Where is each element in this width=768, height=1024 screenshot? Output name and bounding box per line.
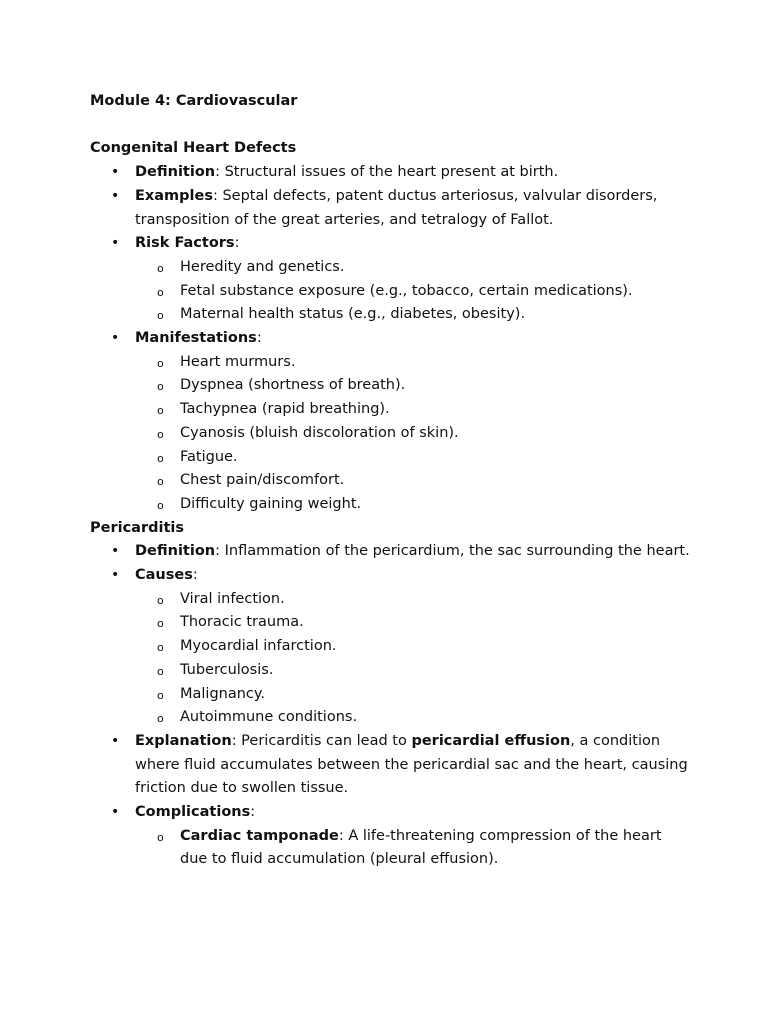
sub-list-item [90,256,690,280]
manifestations-item [90,327,690,351]
sub-item-text: Maternal health status (e.g., diabetes, obesity). [180,306,526,323]
sub-list-item [90,706,690,730]
sub-bullet-icon: o [157,593,164,607]
causes-item [90,564,690,588]
sub-item-text: Myocardial infarction. [180,638,337,655]
explanation-item [90,730,690,801]
sub-item-text: Thoracic trauma. [180,614,304,631]
sub-list-item [90,446,690,470]
item-suffix: : [234,235,240,252]
item-label: Manifestations [135,330,257,347]
bullet-icon: • [111,804,120,821]
section-congenital-heart-defects [90,137,690,516]
sub-item-text: Malignancy. [180,685,266,702]
item-text-after: , a condition where fluid accumulates between the pericardial sac and the heart, causing friction due to swollen tissue. [135,732,688,797]
sub-list-item [90,493,690,517]
bullet-icon: • [111,732,120,749]
sub-bullet-icon: o [157,285,164,299]
bullet-icon: • [111,543,120,560]
sub-item-text: Heredity and genetics. [180,258,345,275]
item-text: : Septal defects, patent ductus arteriosus, valvular disorders, transposition of the great arteries, and tetralogy of Fallot. [135,187,658,228]
sub-bullet-icon: o [157,688,164,702]
item-label: Explanation [135,732,232,749]
sub-item-text: : A life-threatening compression of the heart due to fluid accumulation (pleural effusion). [180,827,662,868]
sub-bullet-icon: o [157,475,164,489]
item-label: Definition [135,543,216,560]
sub-item-text: Viral infection. [180,590,285,607]
item-label: Definition [135,164,216,181]
bullet-icon: • [111,330,120,347]
sub-item-label: Cardiac tamponade [180,827,339,844]
sub-bullet-icon: o [157,356,164,370]
bold-term: pericardial effusion [411,732,571,749]
sub-item-text: Dyspnea (shortness of breath). [180,377,406,394]
sub-item-text: Difficulty gaining weight. [180,495,362,512]
sub-list-item [90,469,690,493]
sub-list-item [90,351,690,375]
definition-item [90,540,690,564]
item-label: Risk Factors [135,235,235,252]
sub-list-item [90,422,690,446]
section-pericarditis [90,517,690,873]
sub-item-text: Tachypnea (rapid breathing). [180,401,390,418]
sub-bullet-icon: o [157,380,164,394]
sub-list-item [90,611,690,635]
sub-bullet-icon: o [157,451,164,465]
sub-list-item [90,683,690,707]
sub-bullet-icon: o [157,617,164,631]
risk-factors-item [90,232,690,256]
sub-list-item [90,659,690,683]
sub-bullet-icon: o [157,261,164,275]
sub-bullet-icon: o [157,309,164,323]
sub-bullet-icon: o [157,641,164,655]
sub-list-item [90,588,690,612]
sub-bullet-icon: o [157,404,164,418]
sub-list-item [90,374,690,398]
sub-item-text: Cyanosis (bluish discoloration of skin). [180,424,459,441]
sub-list-item [90,825,690,872]
sub-bullet-icon: o [157,498,164,512]
item-text-before: : Pericarditis can lead to [231,732,412,749]
bullet-icon: • [111,164,120,181]
complications-item [90,801,690,825]
item-text: : Inflammation of the pericardium, the sac surrounding the heart. [215,543,690,560]
item-suffix: : [192,567,198,584]
sub-item-text: Tuberculosis. [180,661,274,678]
item-text: : Structural issues of the heart present at birth. [215,164,559,181]
item-label: Complications [135,804,251,821]
item-suffix: : [250,804,256,821]
sub-item-text: Fetal substance exposure (e.g., tobacco, certain medications). [180,282,633,299]
bullet-icon: • [111,187,120,204]
sub-list-item [90,398,690,422]
sub-item-text: Fatigue. [180,448,238,465]
item-label: Causes [135,567,193,584]
bullet-icon: • [111,235,120,252]
sub-list-item [90,635,690,659]
item-suffix: : [256,330,262,347]
sub-bullet-icon: o [157,712,164,726]
sub-list-item [90,280,690,304]
sub-bullet-icon: o [157,427,164,441]
sub-list-item [90,303,690,327]
document-page [90,90,690,872]
sub-item-text: Heart murmurs. [180,353,296,370]
sub-bullet-icon: o [157,664,164,678]
module-title: Module 4: Cardiovascular [90,93,298,109]
sub-item-text: Autoimmune conditions. [180,709,358,726]
definition-item [90,161,690,185]
item-label: Examples [135,187,213,204]
examples-item [90,185,690,232]
section-heading: Pericarditis [90,519,184,536]
section-heading: Congenital Heart Defects [90,140,297,157]
sub-bullet-icon: o [157,830,164,844]
bullet-icon: • [111,567,120,584]
sub-item-text: Chest pain/discomfort. [180,472,345,489]
